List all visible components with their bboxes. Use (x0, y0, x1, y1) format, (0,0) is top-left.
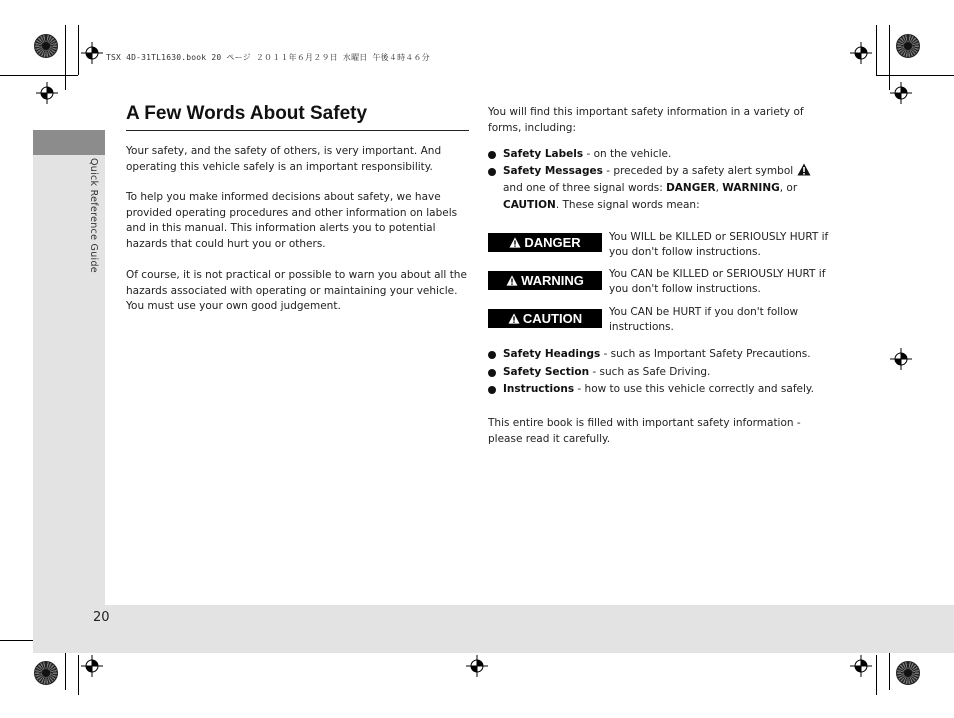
signal-word-danger: DANGER (488, 233, 602, 252)
print-file-info: TSX 4D-31TL1630.book 20 ページ ２０１１年６月２９日 水曜日 午後４時４６分 (106, 53, 430, 62)
paragraph: To help you make informed decisions about safety, we have provided operating procedures and other information on labels and in this manual. This information alerts you to potential hazards that could hurt you or others. (126, 191, 458, 250)
registration-target-icon (466, 655, 488, 677)
closing-text: This entire book is filled with important safety information - please read it carefully. (488, 417, 801, 445)
signal-meaning: You CAN be HURT if you don't follow instructions. (609, 306, 799, 333)
list-item: Safety Labels - on the vehicle. (488, 146, 833, 163)
crop-mark (889, 25, 890, 90)
crop-mark (78, 25, 79, 75)
list-item: Safety Section - such as Safe Driving. (488, 364, 833, 381)
registration-target-icon (890, 348, 912, 370)
registration-target-icon (850, 655, 872, 677)
list-item-safety-messages: Safety Messages - preceded by a safety alert symbol and one of three signal words: DANGER, WARNING, or CAUTION. These signal words mean: (488, 163, 833, 214)
page-title: A Few Words About Safety (126, 103, 469, 131)
registration-target-icon (81, 655, 103, 677)
safety-alert-icon (797, 163, 811, 176)
paragraph: Of course, it is not practical or possible to warn you about all the hazards associated with operating or maintaining your vehicle. You must use your own good judgement. (126, 269, 467, 312)
crop-mark (0, 75, 78, 76)
crop-mark (876, 75, 954, 76)
signal-word-caution: CAUTION (488, 309, 602, 328)
registration-target-icon (81, 42, 103, 64)
safety-alert-icon (508, 313, 520, 324)
page-number: 20 (93, 610, 110, 625)
signal-word-warning: WARNING (488, 271, 602, 290)
registration-target-icon (890, 82, 912, 104)
bullet-icon (488, 386, 496, 394)
paragraph: Your safety, and the safety of others, is very important. And operating this vehicle safely is an important responsibility. (126, 145, 442, 173)
signal-meaning: You WILL be KILLED or SERIOUSLY HURT if you don't follow instructions. (609, 231, 829, 258)
crop-mark (876, 25, 877, 75)
footer-band (33, 605, 954, 653)
crop-mark (876, 655, 877, 695)
list-item: Instructions - how to use this vehicle correctly and safely. (488, 381, 833, 398)
safety-alert-icon (506, 275, 518, 286)
crop-mark (65, 25, 66, 90)
bullet-icon (488, 369, 496, 377)
intro-text: You will find this important safety information in a variety of forms, including: (488, 106, 804, 134)
color-rosette-icon (896, 661, 920, 685)
sidebar-label: Quick Reference Guide (88, 158, 99, 273)
color-rosette-icon (34, 661, 58, 685)
signal-meaning: You CAN be KILLED or SERIOUSLY HURT if you don't follow instructions. (609, 268, 826, 295)
registration-target-icon (36, 82, 58, 104)
registration-target-icon (850, 42, 872, 64)
color-rosette-icon (896, 34, 920, 58)
safety-alert-icon (509, 237, 521, 248)
bullet-icon (488, 168, 496, 176)
list-item: Safety Headings - such as Important Safety Precautions. (488, 346, 833, 363)
bullet-icon (488, 151, 496, 159)
bullet-icon (488, 351, 496, 359)
crop-mark (78, 655, 79, 695)
sidebar-header-tab (33, 130, 105, 155)
color-rosette-icon (34, 34, 58, 58)
